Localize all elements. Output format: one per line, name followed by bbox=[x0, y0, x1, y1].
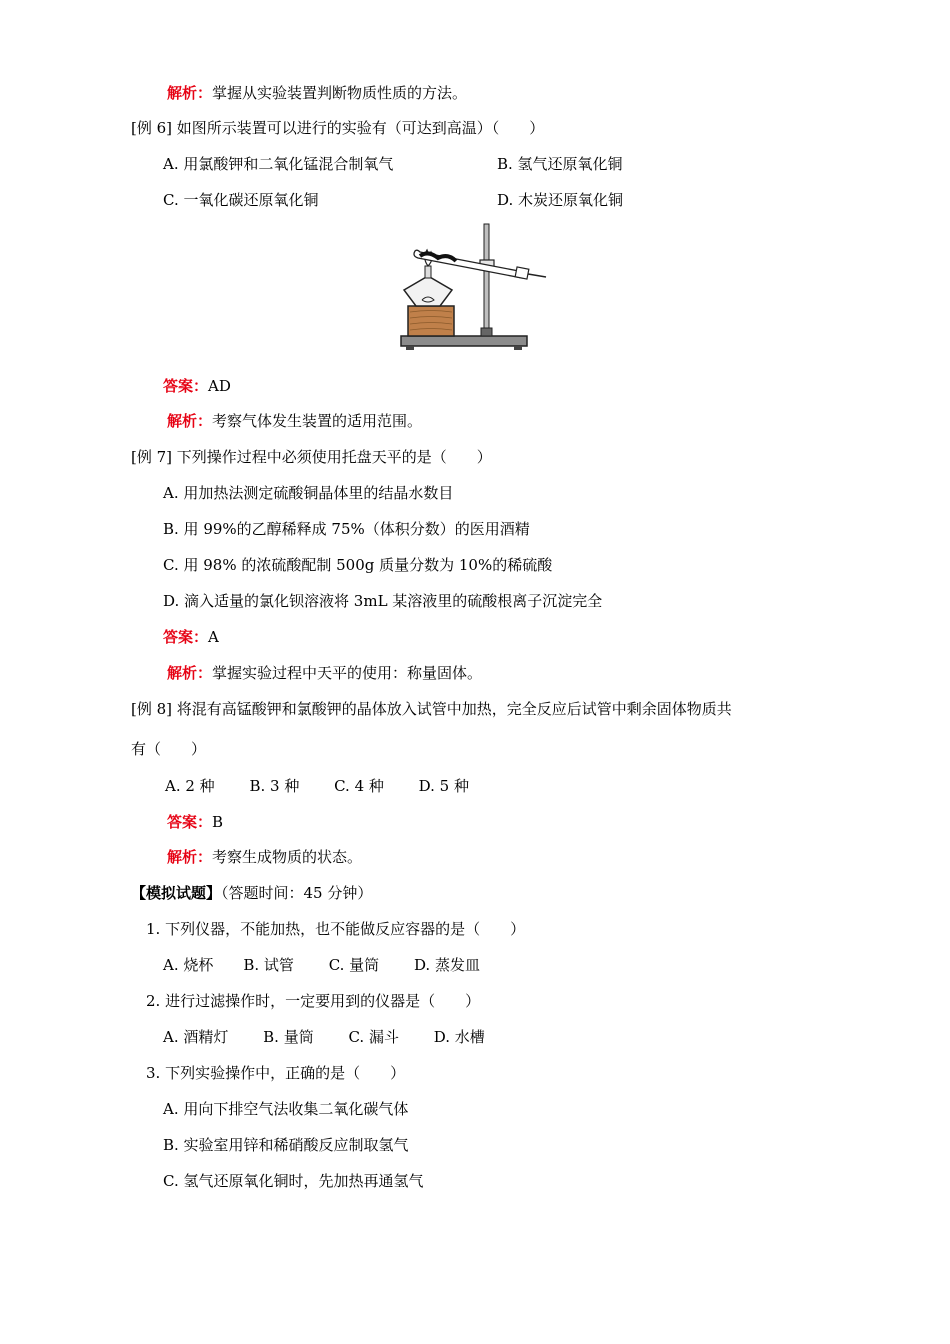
lamp-wick-holder bbox=[425, 266, 431, 278]
answer-label: 答案： bbox=[167, 813, 213, 831]
mock-question-2: 2. 进行过滤操作时，一定要用到的仪器是（ ） bbox=[146, 992, 481, 1010]
answer-text: B bbox=[212, 813, 224, 831]
answer-label: 答案： bbox=[163, 377, 209, 395]
answer-line bbox=[163, 627, 219, 647]
mock-question-2-options: A. 酒精灯 B. 量筒 C. 漏斗 D. 水槽 bbox=[163, 1028, 485, 1046]
analysis-line bbox=[167, 83, 467, 103]
example-6-option-a: A. 用氯酸钾和二氧化锰混合制氧气 bbox=[163, 155, 394, 173]
stand-rod bbox=[484, 224, 489, 336]
analysis-label: 解析： bbox=[167, 664, 213, 682]
analysis-line bbox=[167, 663, 482, 683]
stand-base bbox=[401, 336, 527, 346]
analysis-text: 考察生成物质的状态。 bbox=[212, 848, 363, 866]
analysis-label: 解析： bbox=[167, 84, 213, 102]
example-7-option-d: D. 滴入适量的氯化钡溶液将 3mL 某溶液里的硫酸根离子沉淀完全 bbox=[163, 592, 603, 610]
example-8-question: [例 8] 将混有高锰酸钾和氯酸钾的晶体放入试管中加热，完全反应后试管中剩余固体物质共 bbox=[131, 700, 732, 718]
rod-socket bbox=[481, 328, 492, 336]
stopper bbox=[515, 267, 529, 279]
stand-foot-right bbox=[514, 346, 522, 350]
mock-question-3: 3. 下列实验操作中，正确的是（ ） bbox=[146, 1064, 406, 1082]
analysis-label: 解析： bbox=[167, 412, 213, 430]
analysis-label: 解析： bbox=[167, 848, 213, 866]
mock-test-heading-line bbox=[131, 883, 372, 903]
mock-question-3-option-c: C. 氢气还原氧化铜时，先加热再通氢气 bbox=[163, 1172, 424, 1190]
mock-question-3-option-a: A. 用向下排空气法收集二氧化碳气体 bbox=[163, 1100, 409, 1118]
answer-line bbox=[167, 812, 223, 832]
answer-label: 答案： bbox=[163, 628, 209, 646]
mock-test-time: （答题时间：45 分钟） bbox=[221, 884, 373, 902]
example-6-option-c: C. 一氧化碳还原氧化铜 bbox=[163, 191, 319, 209]
answer-line bbox=[163, 376, 231, 396]
example-6-question: [例 6] 如图所示装置可以进行的实验有（可达到高温）（ ） bbox=[131, 119, 545, 137]
delivery-tube bbox=[528, 274, 546, 277]
answer-text: A bbox=[208, 628, 219, 646]
answer-text: AD bbox=[208, 377, 231, 395]
stand-foot-left bbox=[406, 346, 414, 350]
example-7-option-a: A. 用加热法测定硫酸铜晶体里的结晶水数目 bbox=[163, 484, 454, 502]
mock-question-3-option-b: B. 实验室用锌和稀硝酸反应制取氢气 bbox=[163, 1136, 409, 1154]
analysis-text: 考察气体发生装置的适用范围。 bbox=[212, 412, 423, 430]
apparatus-illustration bbox=[398, 220, 548, 352]
example-8-options: A. 2 种 B. 3 种 C. 4 种 D. 5 种 bbox=[165, 777, 469, 795]
example-8-question-continued: 有（ ） bbox=[131, 740, 207, 758]
mock-question-1: 1. 下列仪器，不能加热，也不能做反应容器的是（ ） bbox=[146, 920, 526, 938]
analysis-text: 掌握从实验装置判断物质性质的方法。 bbox=[212, 84, 468, 102]
analysis-text: 掌握实验过程中天平的使用：称量固体。 bbox=[212, 664, 483, 682]
example-7-option-c: C. 用 98% 的浓硫酸配制 500g 质量分数为 10%的稀硫酸 bbox=[163, 556, 553, 574]
example-7-question: [例 7] 下列操作过程中必须使用托盘天平的是（ ） bbox=[131, 448, 492, 466]
analysis-line bbox=[167, 411, 422, 431]
example-7-option-b: B. 用 99%的乙醇稀释成 75%（体积分数）的医用酒精 bbox=[163, 520, 530, 538]
example-6-option-b: B. 氢气还原氧化铜 bbox=[497, 155, 623, 173]
mock-test-heading: 【模拟试题】 bbox=[131, 884, 222, 902]
mock-question-1-options: A. 烧杯 B. 试管 C. 量筒 D. 蒸发皿 bbox=[163, 956, 480, 974]
analysis-line bbox=[167, 847, 362, 867]
example-6-option-d: D. 木炭还原氧化铜 bbox=[497, 191, 624, 209]
